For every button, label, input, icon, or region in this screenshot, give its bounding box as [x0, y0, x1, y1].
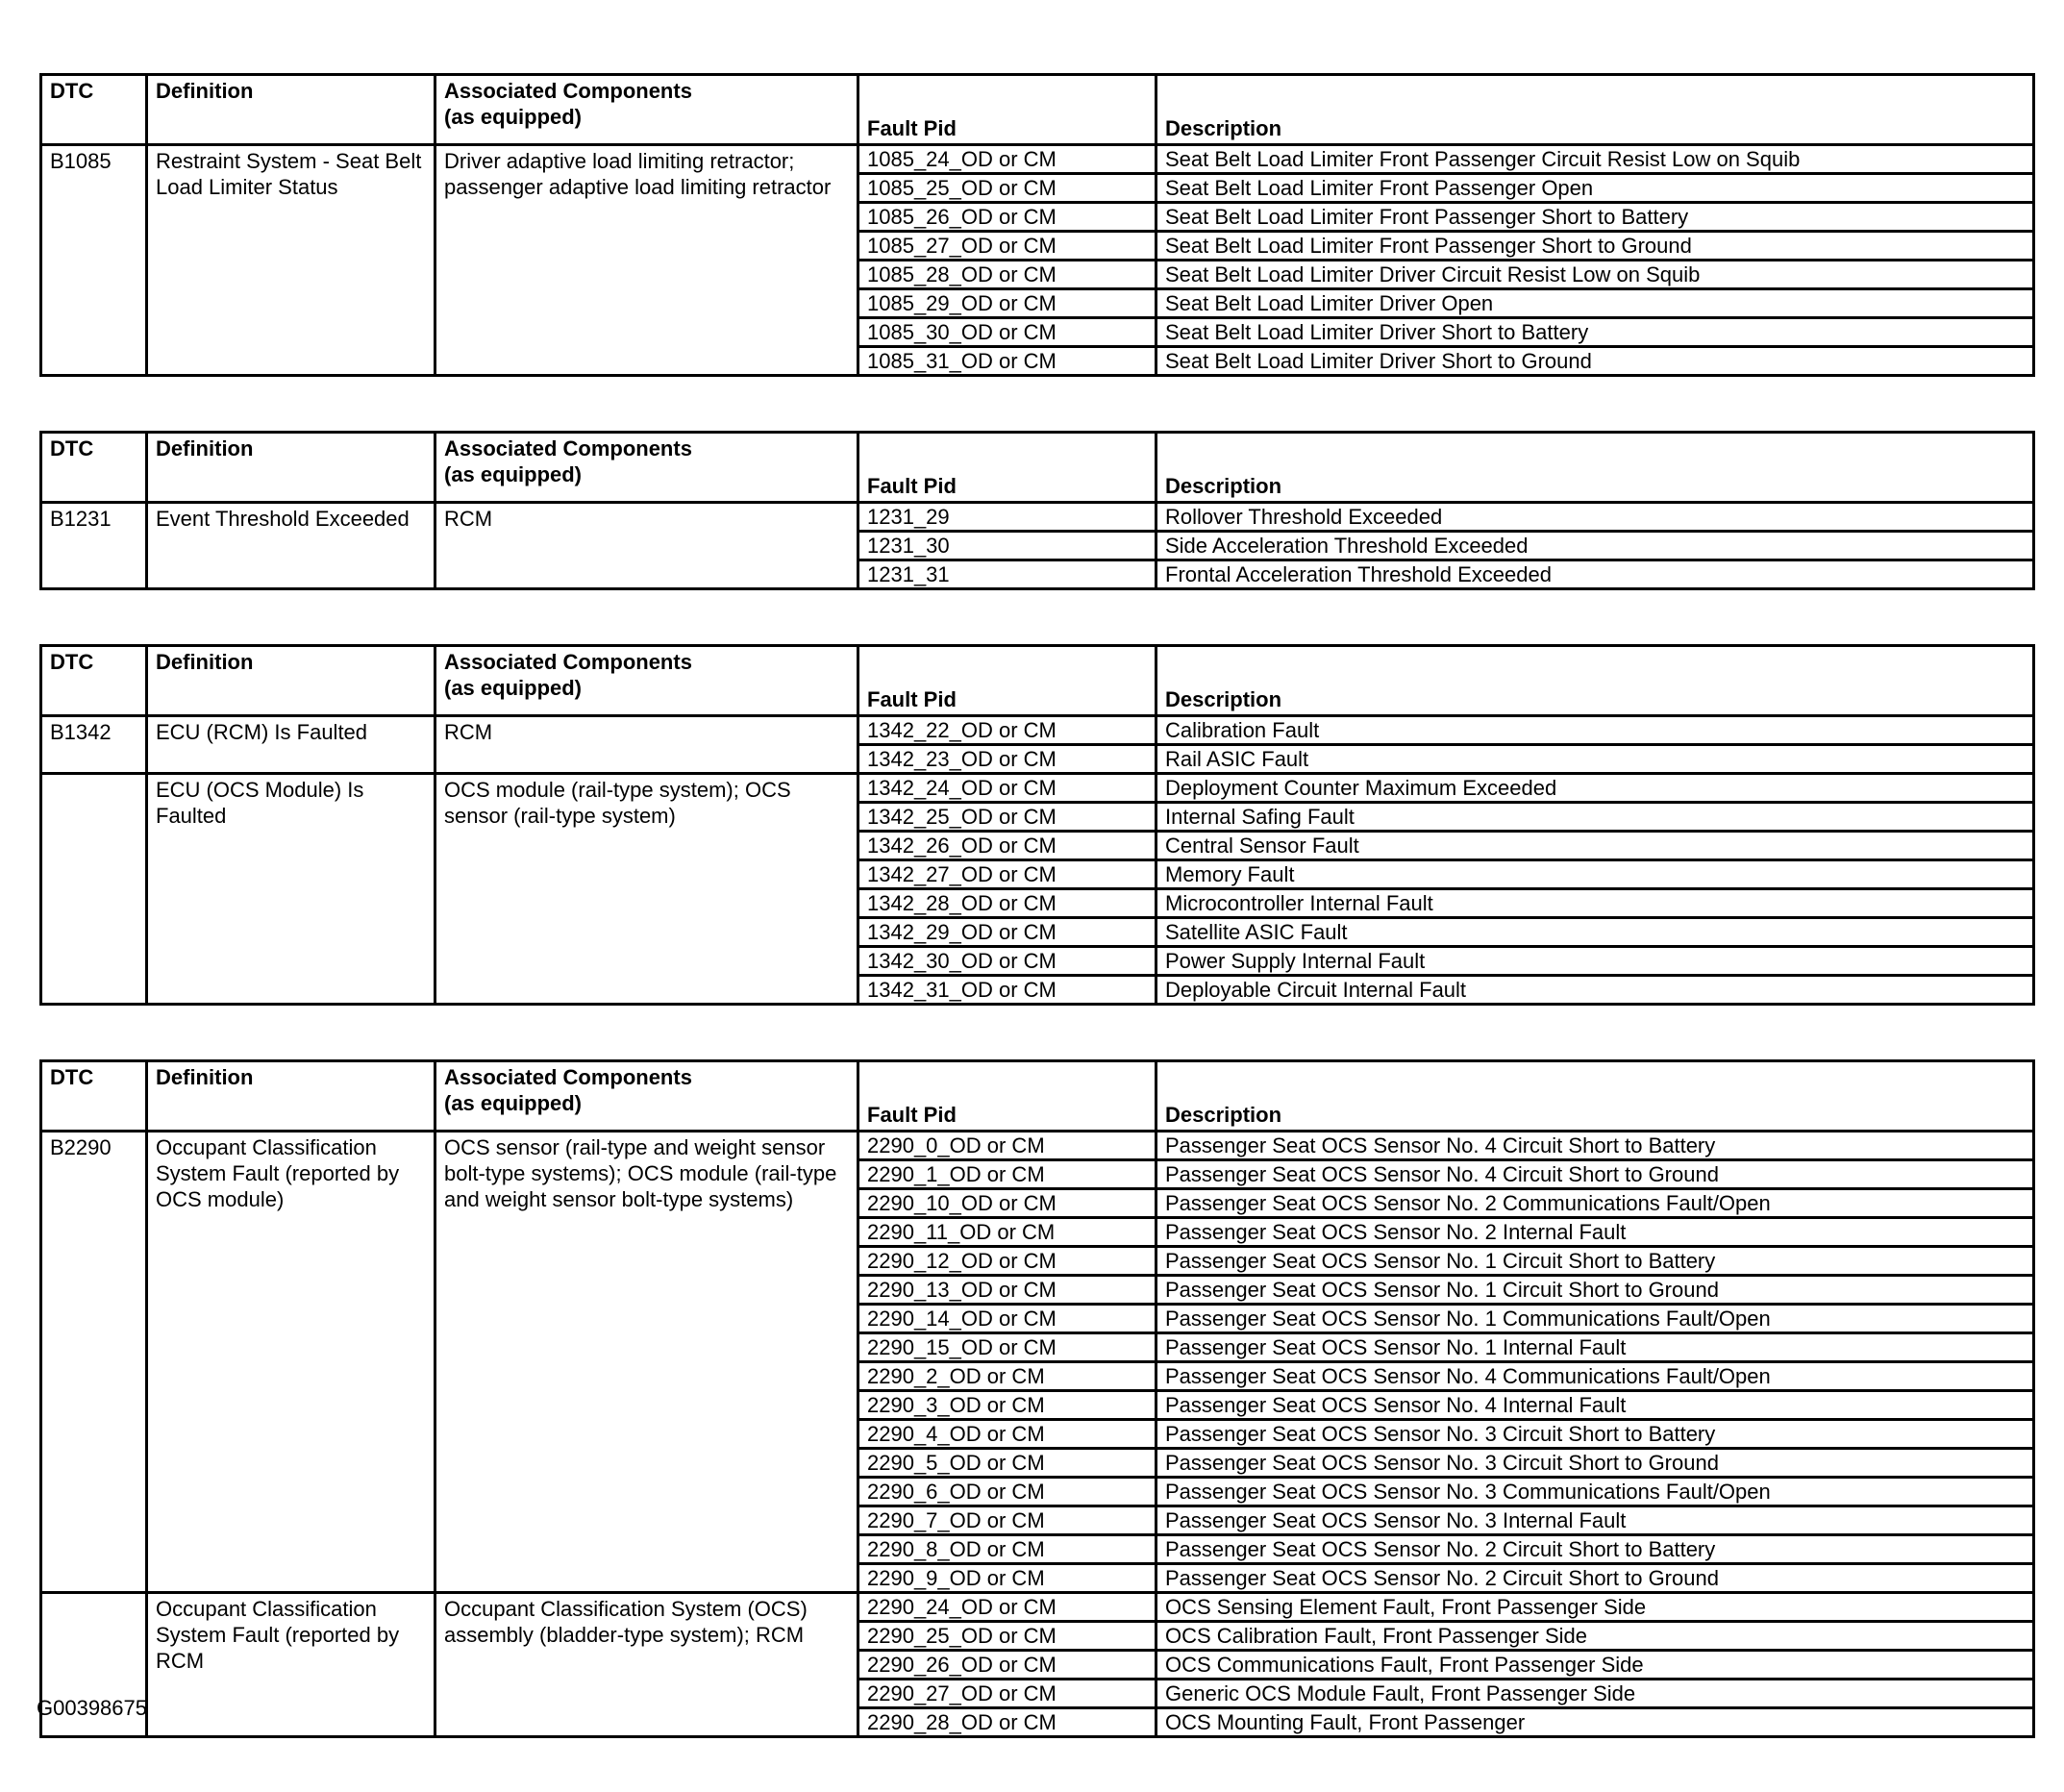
fault-pid-cell: 2290_2_OD or CM: [858, 1362, 1156, 1391]
description-cell: Passenger Seat OCS Sensor No. 1 Internal Fault: [1156, 1333, 2034, 1362]
definition-cell: Restraint System - Seat Belt Load Limiter Status: [147, 145, 435, 376]
fault-pid-cell: 1085_24_OD or CM: [858, 145, 1156, 174]
description-cell: Calibration Fault: [1156, 716, 2034, 745]
fault-pid-cell: 2290_8_OD or CM: [858, 1535, 1156, 1564]
fault-pid-cell: 1342_24_OD or CM: [858, 774, 1156, 803]
fault-pid-cell: 2290_4_OD or CM: [858, 1420, 1156, 1449]
description-cell: OCS Mounting Fault, Front Passenger: [1156, 1708, 2034, 1737]
dtc-code: B1342: [41, 716, 147, 774]
description-cell: Rollover Threshold Exceeded: [1156, 503, 2034, 532]
description-cell: Passenger Seat OCS Sensor No. 2 Internal Fault: [1156, 1218, 2034, 1247]
dtc-header: DTC: [41, 646, 147, 716]
dtc-header: DTC: [41, 433, 147, 503]
fault-pid-cell: 1231_31: [858, 560, 1156, 589]
description-cell: Deployable Circuit Internal Fault: [1156, 976, 2034, 1005]
description-cell: Seat Belt Load Limiter Driver Short to Battery: [1156, 318, 2034, 347]
table-row: [41, 503, 2034, 532]
definition-cell: ECU (RCM) Is Faulted: [147, 716, 435, 774]
dtc-code: B2290: [41, 1132, 147, 1593]
description-cell: Passenger Seat OCS Sensor No. 1 Circuit Short to Battery: [1156, 1247, 2034, 1276]
fault-pid-cell: 1342_30_OD or CM: [858, 947, 1156, 976]
fault-pid-cell: 2290_27_OD or CM: [858, 1680, 1156, 1708]
table-header-row: [41, 433, 2034, 503]
fault-pid-cell: 2290_25_OD or CM: [858, 1622, 1156, 1651]
description-cell: Seat Belt Load Limiter Front Passenger Short to Battery: [1156, 203, 2034, 232]
dtc-table: [39, 1059, 2035, 1738]
description-cell: Frontal Acceleration Threshold Exceeded: [1156, 560, 2034, 589]
fault-pid-cell: 1342_28_OD or CM: [858, 889, 1156, 918]
description-cell: Deployment Counter Maximum Exceeded: [1156, 774, 2034, 803]
fault-pid-cell: 2290_0_OD or CM: [858, 1132, 1156, 1160]
description-cell: Satellite ASIC Fault: [1156, 918, 2034, 947]
description-cell: Microcontroller Internal Fault: [1156, 889, 2034, 918]
dtc-header: DTC: [41, 75, 147, 145]
table-row: [41, 1593, 2034, 1622]
fault-pid-cell: 2290_12_OD or CM: [858, 1247, 1156, 1276]
fault-pid-cell: 1085_27_OD or CM: [858, 232, 1156, 261]
table-row: [41, 145, 2034, 174]
table-header-row: [41, 1061, 2034, 1132]
description-cell: OCS Sensing Element Fault, Front Passenger Side: [1156, 1593, 2034, 1622]
associated-components-header-line1: Associated Components: [444, 650, 692, 674]
description-cell: OCS Calibration Fault, Front Passenger Side: [1156, 1622, 2034, 1651]
figure-id: G00398675: [37, 1696, 147, 1720]
description-header: Description: [1156, 646, 2034, 716]
fault-pid-cell: 1085_30_OD or CM: [858, 318, 1156, 347]
fault-pid-cell: 2290_1_OD or CM: [858, 1160, 1156, 1189]
description-cell: Power Supply Internal Fault: [1156, 947, 2034, 976]
fault-pid-cell: 2290_10_OD or CM: [858, 1189, 1156, 1218]
dtc-table: [39, 644, 2035, 1006]
description-cell: Internal Safing Fault: [1156, 803, 2034, 832]
fault-pid-header: Fault Pid: [858, 1061, 1156, 1132]
description-cell: Passenger Seat OCS Sensor No. 3 Communications Fault/Open: [1156, 1478, 2034, 1506]
description-cell: Passenger Seat OCS Sensor No. 3 Internal Fault: [1156, 1506, 2034, 1535]
description-cell: Side Acceleration Threshold Exceeded: [1156, 532, 2034, 560]
dtc-table: [39, 73, 2035, 377]
fault-pid-cell: 1342_31_OD or CM: [858, 976, 1156, 1005]
description-cell: Passenger Seat OCS Sensor No. 4 Communications Fault/Open: [1156, 1362, 2034, 1391]
fault-pid-header: Fault Pid: [858, 433, 1156, 503]
table-header-row: [41, 75, 2034, 145]
associated-components-cell: RCM: [435, 716, 858, 774]
description-cell: Passenger Seat OCS Sensor No. 2 Communications Fault/Open: [1156, 1189, 2034, 1218]
fault-pid-cell: 2290_13_OD or CM: [858, 1276, 1156, 1305]
associated-components-cell: Occupant Classification System (OCS) assembly (bladder-type system); RCM: [435, 1593, 858, 1737]
description-cell: Seat Belt Load Limiter Front Passenger Circuit Resist Low on Squib: [1156, 145, 2034, 174]
description-cell: OCS Communications Fault, Front Passenger Side: [1156, 1651, 2034, 1680]
fault-pid-cell: 2290_6_OD or CM: [858, 1478, 1156, 1506]
description-cell: Seat Belt Load Limiter Driver Short to Ground: [1156, 347, 2034, 376]
table-header-row: [41, 646, 2034, 716]
associated-components-header-line2: (as equipped): [444, 676, 583, 700]
fault-pid-cell: 2290_9_OD or CM: [858, 1564, 1156, 1593]
fault-pid-header: Fault Pid: [858, 75, 1156, 145]
fault-pid-cell: 1342_27_OD or CM: [858, 860, 1156, 889]
description-cell: Passenger Seat OCS Sensor No. 4 Circuit Short to Ground: [1156, 1160, 2034, 1189]
description-cell: Passenger Seat OCS Sensor No. 1 Circuit Short to Ground: [1156, 1276, 2034, 1305]
fault-pid-cell: 1085_25_OD or CM: [858, 174, 1156, 203]
fault-pid-cell: 1342_25_OD or CM: [858, 803, 1156, 832]
dtc-header: DTC: [41, 1061, 147, 1132]
table-row: [41, 774, 2034, 803]
fault-pid-cell: 1342_22_OD or CM: [858, 716, 1156, 745]
table-row: [41, 716, 2034, 745]
definition-cell: ECU (OCS Module) Is Faulted: [147, 774, 435, 1005]
dtc-tables: [39, 73, 2032, 1792]
fault-pid-cell: 1342_26_OD or CM: [858, 832, 1156, 860]
fault-pid-cell: 2290_3_OD or CM: [858, 1391, 1156, 1420]
fault-pid-cell: 2290_28_OD or CM: [858, 1708, 1156, 1737]
description-cell: Central Sensor Fault: [1156, 832, 2034, 860]
fault-pid-cell: 1231_29: [858, 503, 1156, 532]
fault-pid-cell: 1085_26_OD or CM: [858, 203, 1156, 232]
fault-pid-cell: 1085_31_OD or CM: [858, 347, 1156, 376]
fault-pid-cell: 2290_26_OD or CM: [858, 1651, 1156, 1680]
fault-pid-cell: 2290_24_OD or CM: [858, 1593, 1156, 1622]
associated-components-header-line1: Associated Components: [444, 436, 692, 460]
definition-header: Definition: [147, 75, 435, 145]
fault-pid-cell: 1085_29_OD or CM: [858, 289, 1156, 318]
description-cell: Rail ASIC Fault: [1156, 745, 2034, 774]
fault-pid-cell: 1085_28_OD or CM: [858, 261, 1156, 289]
dtc-code: [41, 774, 147, 1005]
associated-components-cell: RCM: [435, 503, 858, 589]
description-cell: Passenger Seat OCS Sensor No. 3 Circuit Short to Ground: [1156, 1449, 2034, 1478]
fault-pid-cell: 1231_30: [858, 532, 1156, 560]
description-cell: Generic OCS Module Fault, Front Passenger Side: [1156, 1680, 2034, 1708]
dtc-code: B1085: [41, 145, 147, 376]
definition-header: Definition: [147, 1061, 435, 1132]
associated-components-header: [435, 1061, 858, 1132]
associated-components-cell: Driver adaptive load limiting retractor; passenger adaptive load limiting retractor: [435, 145, 858, 376]
description-cell: Seat Belt Load Limiter Driver Open: [1156, 289, 2034, 318]
description-cell: Passenger Seat OCS Sensor No. 3 Circuit Short to Battery: [1156, 1420, 2034, 1449]
description-header: Description: [1156, 1061, 2034, 1132]
fault-pid-cell: 2290_7_OD or CM: [858, 1506, 1156, 1535]
associated-components-cell: OCS module (rail-type system); OCS sensor (rail-type system): [435, 774, 858, 1005]
associated-components-header: [435, 75, 858, 145]
fault-pid-cell: 1342_23_OD or CM: [858, 745, 1156, 774]
associated-components-header: [435, 646, 858, 716]
description-header: Description: [1156, 433, 2034, 503]
description-cell: Passenger Seat OCS Sensor No. 4 Circuit Short to Battery: [1156, 1132, 2034, 1160]
associated-components-header-line2: (as equipped): [444, 105, 583, 129]
fault-pid-cell: 2290_15_OD or CM: [858, 1333, 1156, 1362]
description-cell: Seat Belt Load Limiter Front Passenger Open: [1156, 174, 2034, 203]
associated-components-header-line1: Associated Components: [444, 79, 692, 103]
description-header: Description: [1156, 75, 2034, 145]
definition-cell: Occupant Classification System Fault (reported by OCS module): [147, 1132, 435, 1593]
definition-cell: Event Threshold Exceeded: [147, 503, 435, 589]
dtc-table: [39, 431, 2035, 590]
fault-pid-cell: 2290_5_OD or CM: [858, 1449, 1156, 1478]
description-cell: Memory Fault: [1156, 860, 2034, 889]
description-cell: Passenger Seat OCS Sensor No. 2 Circuit Short to Battery: [1156, 1535, 2034, 1564]
description-cell: Seat Belt Load Limiter Driver Circuit Resist Low on Squib: [1156, 261, 2034, 289]
dtc-code: B1231: [41, 503, 147, 589]
description-cell: Passenger Seat OCS Sensor No. 1 Communications Fault/Open: [1156, 1305, 2034, 1333]
fault-pid-header: Fault Pid: [858, 646, 1156, 716]
fault-pid-cell: 2290_14_OD or CM: [858, 1305, 1156, 1333]
associated-components-header: [435, 433, 858, 503]
description-cell: Seat Belt Load Limiter Front Passenger Short to Ground: [1156, 232, 2034, 261]
fault-pid-cell: 2290_11_OD or CM: [858, 1218, 1156, 1247]
associated-components-header-line1: Associated Components: [444, 1065, 692, 1089]
associated-components-cell: OCS sensor (rail-type and weight sensor bolt-type systems); OCS module (rail-type and weight sensor bolt-type systems): [435, 1132, 858, 1593]
description-cell: Passenger Seat OCS Sensor No. 4 Internal Fault: [1156, 1391, 2034, 1420]
definition-cell: Occupant Classification System Fault (reported by RCM: [147, 1593, 435, 1737]
definition-header: Definition: [147, 433, 435, 503]
fault-pid-cell: 1342_29_OD or CM: [858, 918, 1156, 947]
associated-components-header-line2: (as equipped): [444, 1091, 583, 1115]
table-row: [41, 1132, 2034, 1160]
definition-header: Definition: [147, 646, 435, 716]
description-cell: Passenger Seat OCS Sensor No. 2 Circuit Short to Ground: [1156, 1564, 2034, 1593]
associated-components-header-line2: (as equipped): [444, 462, 583, 486]
